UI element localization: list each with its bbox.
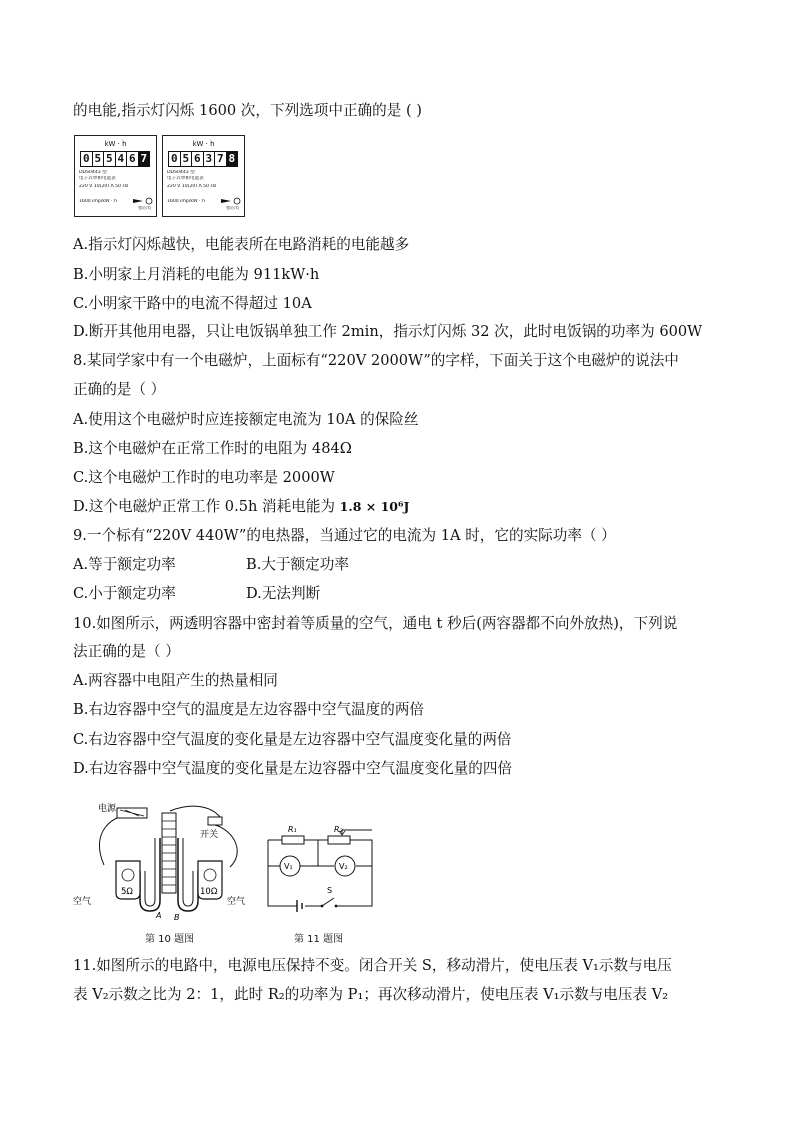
question-10-stem: 10.如图所示，两透明容器中密封着等质量的空气，通电 t 秒后(两容器都不向外放热)，下列说: [73, 615, 678, 632]
meter-digits: [80, 151, 149, 167]
battery-icon: [297, 900, 302, 912]
question-10-stem-cont: 法正确的是（ ）: [73, 643, 180, 660]
meter-model: DDS0443 型: [167, 170, 195, 175]
meter-digit: 0: [168, 151, 181, 167]
meter-digits: [168, 151, 237, 167]
r2-label: R₂: [334, 825, 343, 834]
meter-desc: 电子式单相电能表: [167, 176, 204, 181]
meter-digit: 4: [115, 151, 128, 167]
switch-label: 开关: [200, 830, 219, 840]
tube-b-label: B: [174, 913, 180, 922]
indicator-lamp-icon: [221, 197, 243, 205]
switch-s: [322, 898, 334, 906]
option-9d: D.无法判断: [246, 585, 321, 602]
v1-label: V₁: [284, 862, 293, 871]
meter-lamp-label: 指示灯: [138, 206, 152, 211]
s-label: S: [327, 886, 333, 895]
air-right-label: 空气: [227, 897, 246, 907]
question-11-stem-cont: 表 V₂示数之比为 2：1，此时 R₂的功率为 P₁；再次移动滑片，使电压表 V₁示数与电压表 V₂: [73, 986, 669, 1003]
resistor-r1: [282, 836, 304, 844]
meter-spec: 220 V 10(20) A 50 Hz: [79, 184, 129, 189]
energy-meter-figure: [74, 135, 246, 219]
option-7a: A.指示灯闪烁越快，电能表所在电路消耗的电能越多: [73, 236, 410, 253]
meter-digit: 6: [126, 151, 139, 167]
option-7d: D.断开其他用电器，只让电饭锅单独工作 2min，指示灯闪烁 32 次，此时电饭锅的功率为 600W: [73, 323, 703, 340]
r1-label: R₁: [288, 825, 297, 834]
resistor-left-label: 5Ω: [121, 887, 133, 897]
meter-digit: 5: [92, 151, 105, 167]
figure-10-joule-heating-apparatus: [70, 793, 260, 923]
option-9c: C.小于额定功率: [73, 585, 176, 602]
question-7-stem-end: 的电能,指示灯闪烁 1600 次，下列选项中正确的是 ( ): [73, 102, 423, 119]
meter-lamp-label: 指示灯: [226, 206, 240, 211]
resistor-right-label: 10Ω: [200, 887, 218, 897]
meter-imp: 1600 imp/kW · h: [79, 199, 117, 204]
question-8-stem-cont: 正确的是（ ）: [73, 381, 166, 398]
meter-digit: 3: [203, 151, 216, 167]
figure-11-caption: 第 11 题图: [294, 934, 344, 945]
meter-unit: kW · h: [104, 140, 127, 148]
figure-10-caption: 第 10 题图: [145, 934, 195, 945]
question-11-stem: 11.如图所示的电路中，电源电压保持不变。闭合开关 S，移动滑片，使电压表 V₁示数与电压: [73, 957, 672, 974]
option-10d: D.右边容器中空气温度的变化量是左边容器中空气温度变化量的四倍: [73, 760, 513, 777]
question-8-stem: 8.某同学家中有一个电磁炉，上面标有“220V 2000W”的字样，下面关于这个电磁炉的说法中: [73, 352, 679, 369]
power-label: 电源: [98, 804, 117, 814]
meter-digit: 5: [180, 151, 193, 167]
meter-digit: 0: [80, 151, 93, 167]
question-9-stem: 9.一个标有“220V 440W”的电热器，当通过它的电流为 1A 时，它的实际功率（ ）: [73, 527, 616, 544]
meter-imp: 1600 imp/kW · h: [167, 199, 205, 204]
option-9a: A.等于额定功率: [73, 556, 176, 573]
meter-unit: kW · h: [192, 140, 215, 148]
energy-meter-this-month: [162, 135, 245, 217]
meter-spec: 220 V 10(20) A 50 Hz: [167, 184, 217, 189]
v2-label: V₂: [339, 862, 348, 871]
resistor-r2: [328, 836, 350, 844]
meter-digit-decimal: 8: [226, 151, 239, 167]
option-7c: C.小明家干路中的电流不得超过 10A: [73, 295, 312, 312]
option-8a: A.使用这个电磁炉时应连接额定电流为 10A 的保险丝: [73, 411, 419, 428]
switch-icon: [208, 817, 222, 825]
option-7b: B.小明家上月消耗的电能为 911kW·h: [73, 266, 320, 283]
figure-11-circuit-diagram: [260, 820, 385, 920]
energy-formula: 1.8 × 10⁶J: [339, 499, 410, 514]
option-8d-text: D.这个电磁炉正常工作 0.5h 消耗电能为: [73, 498, 340, 515]
meter-desc: 电子式单相电能表: [79, 176, 116, 181]
meter-digit: 7: [214, 151, 227, 167]
option-10b: B.右边容器中空气的温度是左边容器中空气温度的两倍: [73, 701, 425, 718]
meter-digit: 6: [191, 151, 204, 167]
indicator-lamp-icon: [133, 197, 155, 205]
option-8d: [73, 497, 409, 517]
option-8b: B.这个电磁炉在正常工作时的电阻为 484Ω: [73, 440, 352, 457]
meter-model: DDS0443 型: [79, 170, 107, 175]
option-8c: C.这个电磁炉工作时的电功率是 2000W: [73, 469, 335, 486]
meter-digit: 5: [103, 151, 116, 167]
energy-meter-last-month: [74, 135, 157, 217]
option-10c: C.右边容器中空气温度的变化量是左边容器中空气温度变化量的两倍: [73, 731, 512, 748]
option-9b: B.大于额定功率: [246, 556, 349, 573]
air-left-label: 空气: [73, 897, 92, 907]
meter-digit-decimal: 7: [138, 151, 151, 167]
tube-a-label: A: [156, 911, 162, 920]
option-10a: A.两容器中电阻产生的热量相同: [73, 672, 278, 689]
